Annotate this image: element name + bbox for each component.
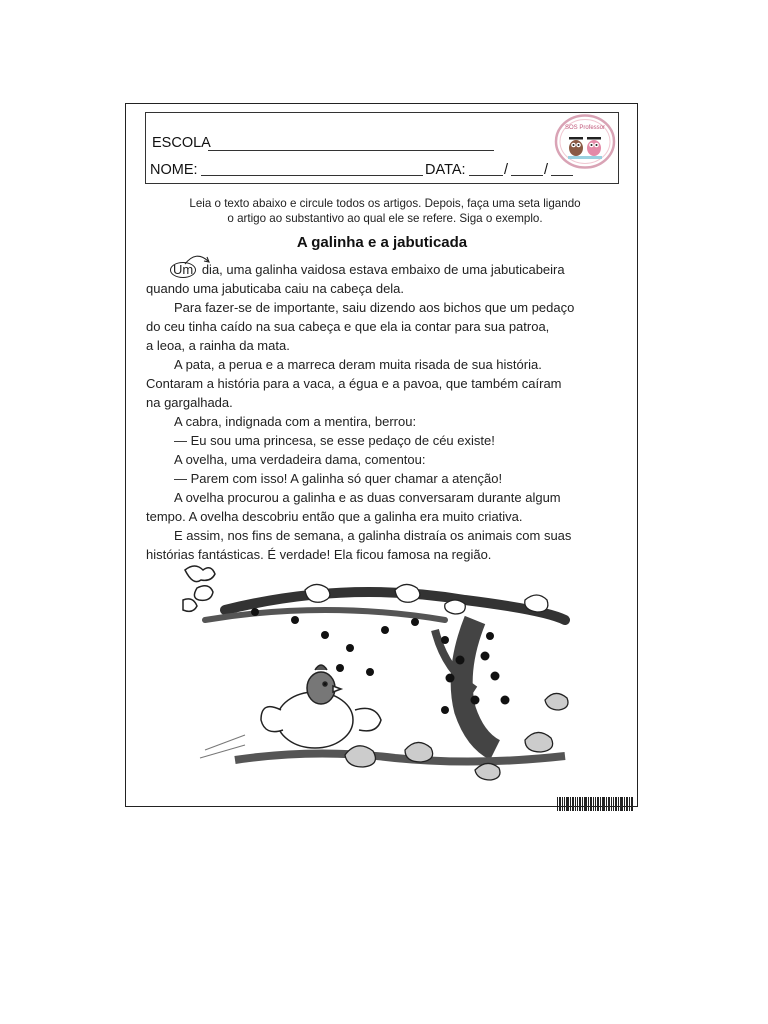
date-label: DATA: xyxy=(425,162,466,178)
svg-text:SOS Professor: SOS Professor xyxy=(564,125,606,131)
circled-article: Um xyxy=(170,262,196,278)
story-line-11: A ovelha, uma verdadeira dama, comentou: xyxy=(174,452,426,467)
page-bottom-line xyxy=(125,806,555,807)
story-line-7: Contaram a história para a vaca, a égua e a pavoa, que também caíram xyxy=(146,376,562,391)
date-year-field[interactable] xyxy=(551,175,573,176)
story-line-6: A pata, a perua e a marreca deram muita risada de sua história. xyxy=(174,357,542,372)
date-day-field[interactable] xyxy=(469,175,503,176)
story-line-8: na gargalhada. xyxy=(146,395,233,410)
story-title: A galinha e a jabuticada xyxy=(296,234,468,251)
school-field[interactable] xyxy=(208,150,494,151)
date-month-field[interactable] xyxy=(511,175,543,176)
date-separator-1: / xyxy=(504,162,509,178)
story-line-10: — Eu sou uma princesa, se esse pedaço de céu existe! xyxy=(174,433,495,448)
name-label: NOME: xyxy=(150,162,198,178)
hen-under-jabuticaba-tree-illustration xyxy=(145,560,585,800)
school-label: ESCOLA xyxy=(152,135,211,151)
story-line-12: — Parem com isso! A galinha só quer chamar a atenção! xyxy=(174,471,503,486)
name-field[interactable] xyxy=(201,175,423,176)
story-line-4: do ceu tinha caído na sua cabeça e que ela ia contar para sua patroa, xyxy=(146,319,550,334)
story-line-3: Para fazer-se de importante, saiu dizendo aos bichos que um pedaço xyxy=(174,300,575,315)
story-line-1-text: dia, uma galinha vaidosa estava embaixo de uma jabuticabeira xyxy=(198,262,565,277)
story-line-1 xyxy=(170,262,648,278)
date-separator-2: / xyxy=(544,162,549,178)
story-line-16: histórias fantásticas. É verdade! Ela ficou famosa na região. xyxy=(146,547,492,562)
owls-logo xyxy=(554,114,616,169)
story-line-5: a leoa, a rainha da mata. xyxy=(146,338,290,353)
barcode-icon xyxy=(557,797,633,811)
story-line-2: quando uma jabuticaba caiu na cabeça dela. xyxy=(146,281,405,296)
story-line-15: E assim, nos fins de semana, a galinha distraía os animais com suas xyxy=(174,528,572,543)
instructions-line-2: o artigo ao substantivo ao qual ele se refere. Siga o exemplo. xyxy=(227,212,543,225)
story-line-14: tempo. A ovelha descobriu então que a galinha era muito criativa. xyxy=(146,509,523,524)
story-line-9: A cabra, indignada com a mentira, berrou: xyxy=(174,414,417,429)
instructions xyxy=(146,196,624,226)
instructions-line-1: Leia o texto abaixo e circule todos os artigos. Depois, faça uma seta ligando xyxy=(189,197,581,210)
story-line-13: A ovelha procurou a galinha e as duas conversaram durante algum xyxy=(174,490,561,505)
